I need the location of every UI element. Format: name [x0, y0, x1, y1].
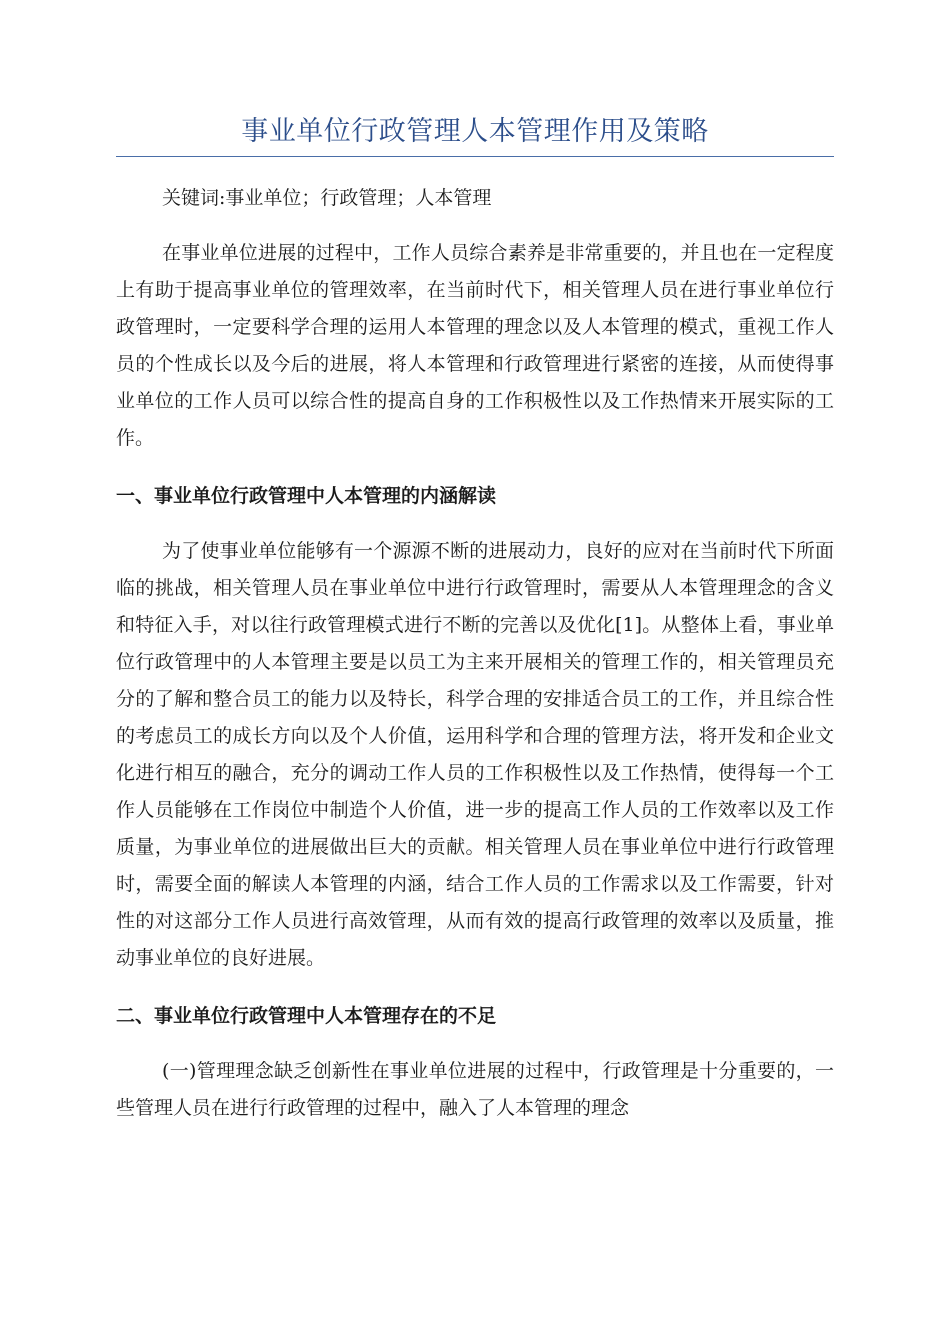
keywords-line: 关键词:事业单位；行政管理；人本管理 — [162, 187, 492, 209]
section-1-paragraph: 为了使事业单位能够有一个源源不断的进展动力，良好的应对在当前时代下所面临的挑战，相关管理人员在事业单位中进行行政管理时，需要从人本管理理念的含义和特征入手，对以往行政管理模式进行不断的完善以及优化[1]。从整体上看，事业单位行政管理中的人本管理主要是以员工为主来开展相关的管理工作的，相关管理员充分的了解和整合员工的能力以及特长，科学合理的安排适合员工的工作，并且综合性的考虑员工的成长方向以及个人价值，运用科学和合理的管理方法，将开发和企业文化进行相互的融合，充分的调动工作人员的工作积极性以及工作热情，使得每一个工作人员能够在工作岗位中制造个人价值，进一步的提高工作人员的工作效率以及工作质量，为事业单位的进展做出巨大的贡献。相关管理人员在事业单位中进行行政管理时，需要全面的解读人本管理的内涵，结合工作人员的工作需求以及工作需要，针对性的对这部分工作人员进行高效管理，从而有效的提高行政管理的效率以及质量，推动事业单位的良好进展。 — [116, 540, 834, 969]
section-1-heading: 一、事业单位行政管理中人本管理的内涵解读 — [116, 485, 497, 507]
document-title: 事业单位行政管理人本管理作用及策略 — [241, 116, 709, 147]
title-underline — [116, 156, 834, 157]
intro-paragraph: 在事业单位进展的过程中，工作人员综合素养是非常重要的，并且也在一定程度上有助于提高事业单位的管理效率，在当前时代下，相关管理人员在进行事业单位行政管理时，一定要科学合理的运用人本管理的理念以及人本管理的模式，重视工作人员的个性成长以及今后的进展，将人本管理和行政管理进行紧密的连接，从而使得事业单位的工作人员可以综合性的提高自身的工作积极性以及工作热情来开展实际的工作。 — [116, 242, 834, 449]
section-2-paragraph: (一)管理理念缺乏创新性在事业单位进展的过程中，行政管理是十分重要的，一些管理人员在进行行政管理的过程中，融入了人本管理的理念 — [116, 1060, 834, 1119]
document-page — [116, 110, 834, 1127]
section-2-heading: 二、事业单位行政管理中人本管理存在的不足 — [116, 1005, 497, 1027]
